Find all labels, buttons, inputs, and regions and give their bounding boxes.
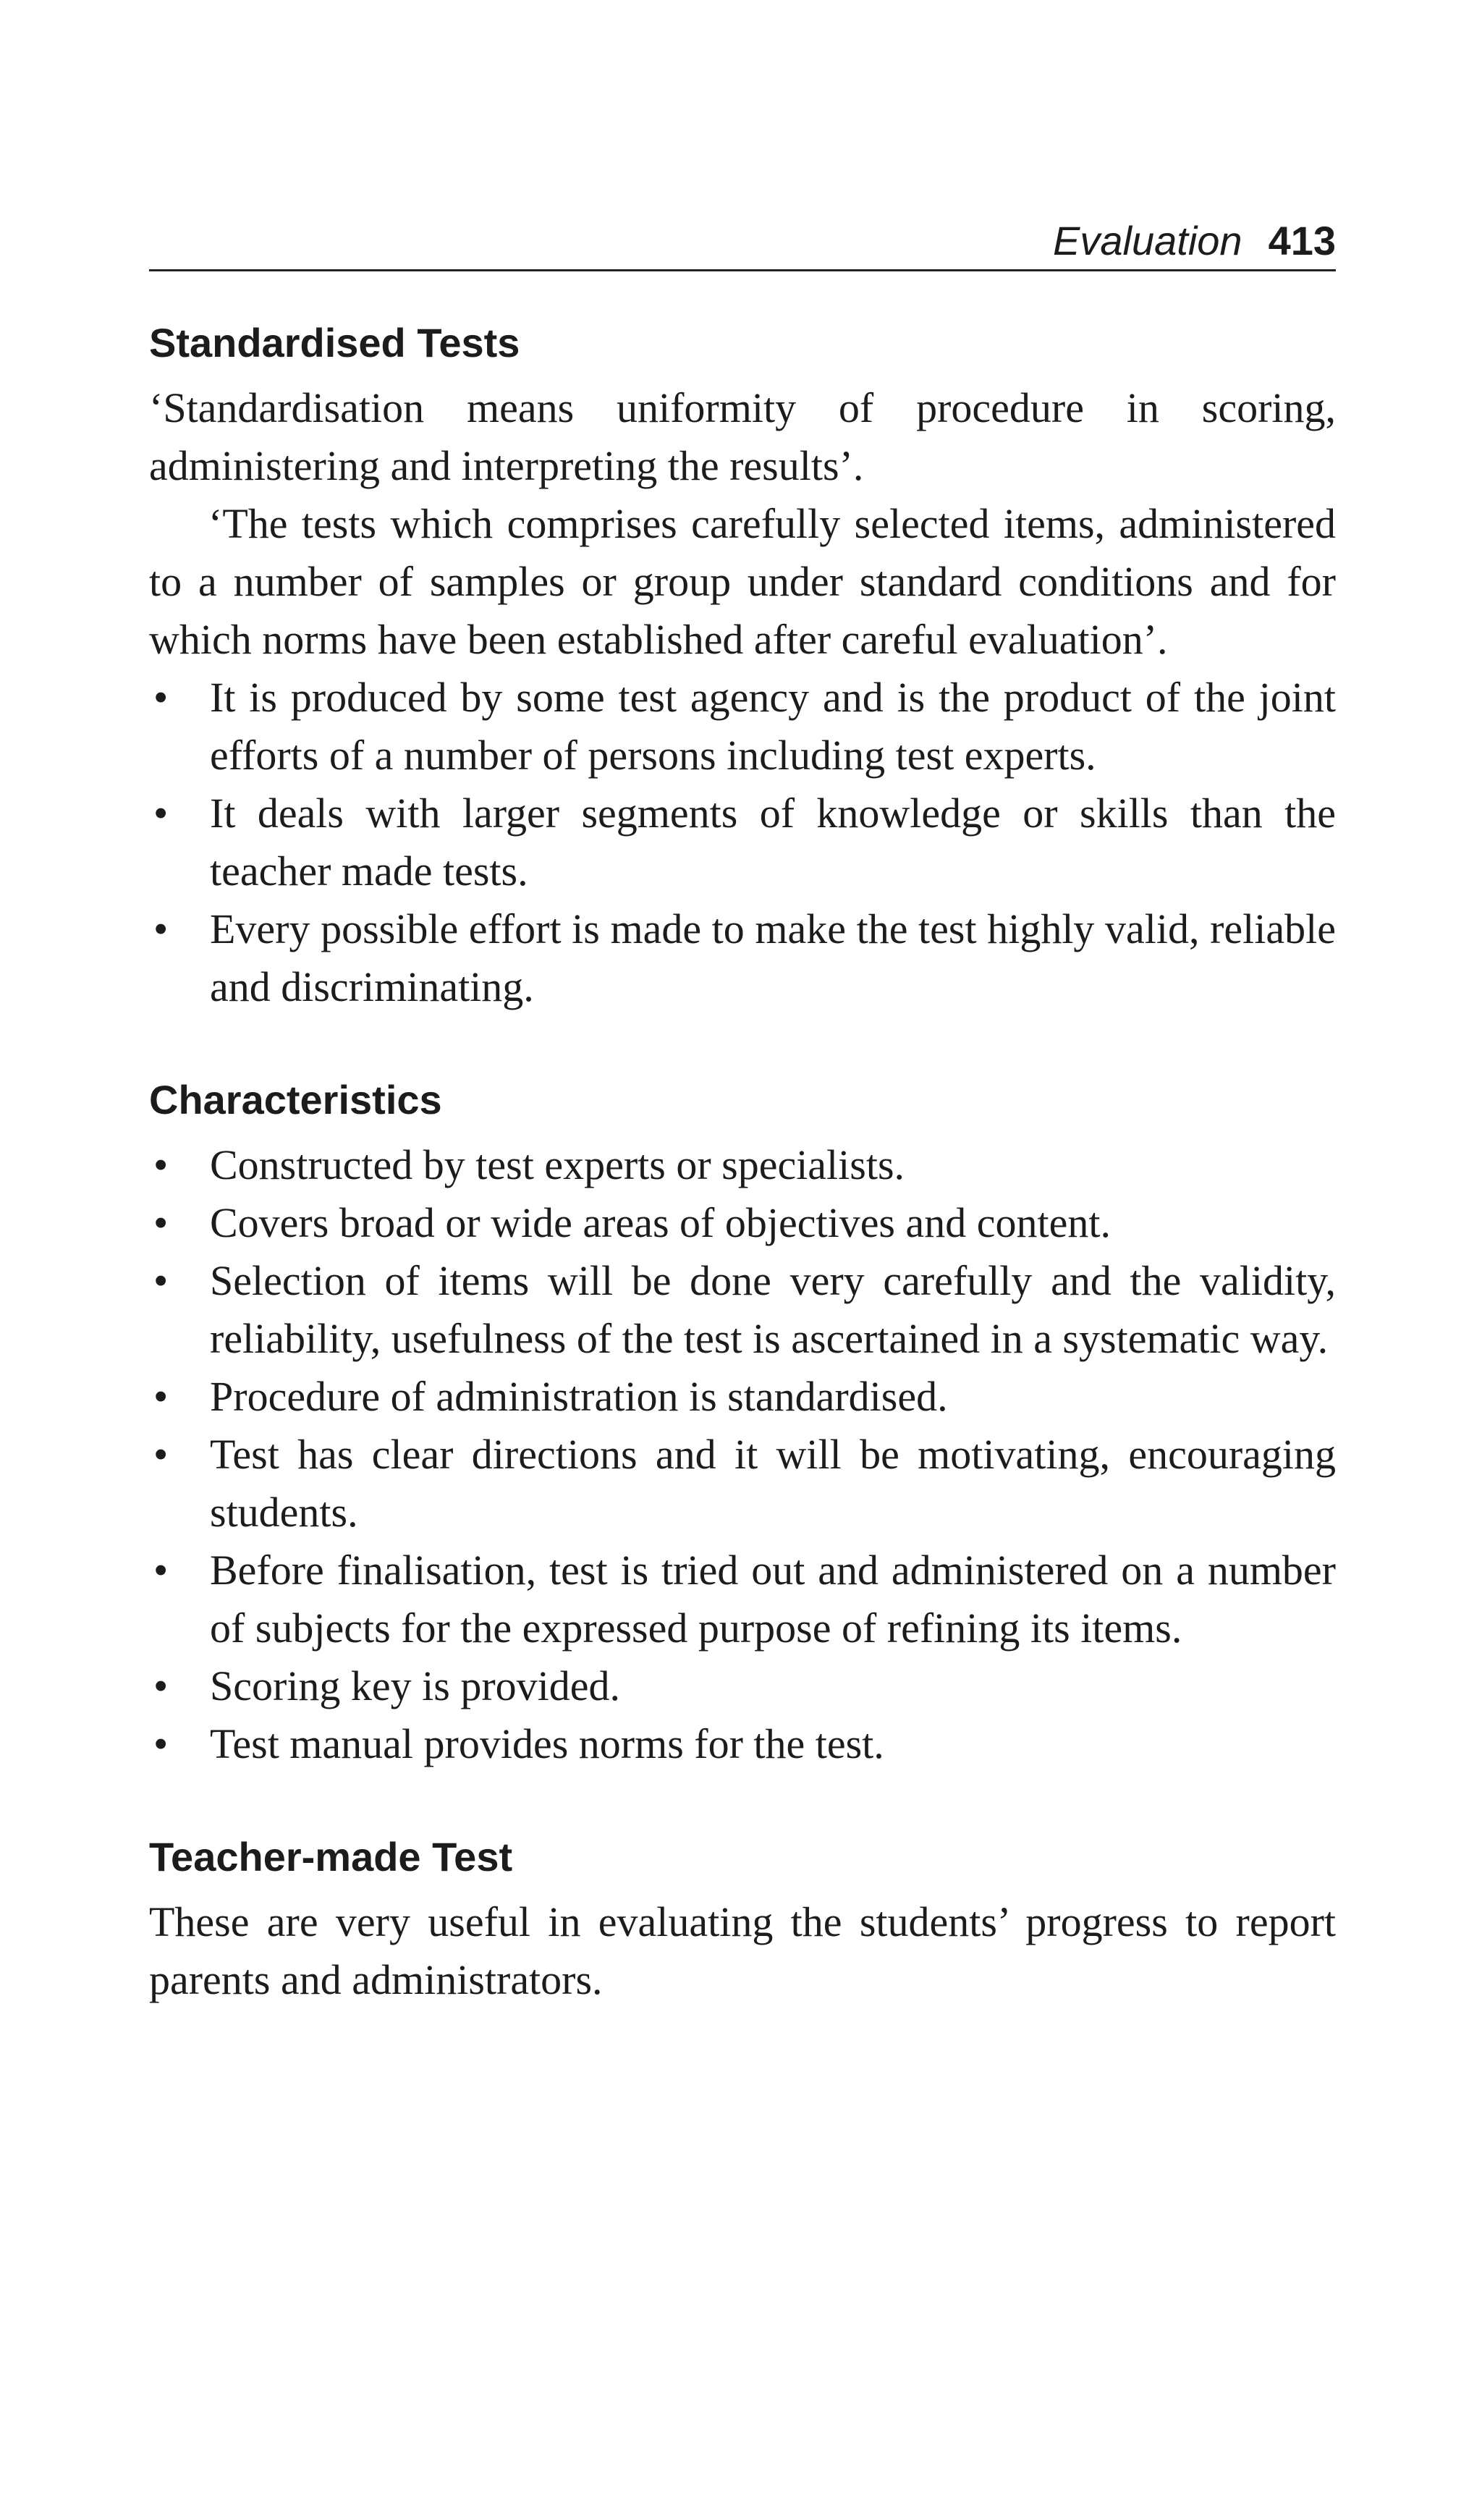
bullet-list-standardised xyxy=(149,669,1336,1016)
section-heading-standardised-tests: Standardised Tests xyxy=(149,320,520,365)
section-heading-characteristics: Characteristics xyxy=(149,1077,442,1122)
list-item xyxy=(149,1252,1336,1368)
list-item xyxy=(149,1136,1336,1194)
list-item-text: It is produced by some test agency and is the product of the joint efforts of a number of persons including test experts. xyxy=(210,674,1336,779)
list-item xyxy=(149,1657,1336,1715)
bullet-icon: • xyxy=(153,905,169,952)
paragraph: These are very useful in evaluating the students’ progress to report parents and administrators. xyxy=(149,1898,1336,2003)
bullet-icon: • xyxy=(153,1662,169,1709)
list-item xyxy=(149,900,1336,1016)
section-spacer xyxy=(149,1773,1336,1828)
paragraph: ‘The tests which comprises carefully selected items, administered to a number of samples or group under standard conditions and for which norms have been established after careful evaluation’. xyxy=(149,500,1336,663)
running-title: Evaluation xyxy=(1053,218,1242,263)
list-item-text: It deals with larger segments of knowledge or skills than the teacher made tests. xyxy=(210,790,1336,895)
section-heading-teacher-made-test: Teacher-made Test xyxy=(149,1834,513,1880)
list-item-text: Covers broad or wide areas of objectives and content. xyxy=(210,1199,1111,1246)
list-item xyxy=(149,1426,1336,1542)
list-item-text: Test has clear directions and it will be motivating, encouraging students. xyxy=(210,1431,1336,1536)
bullet-icon: • xyxy=(153,1199,169,1246)
list-item xyxy=(149,1194,1336,1252)
list-item-text: Before finalisation, test is tried out and administered on a number of subjects for the expressed purpose of refining its items. xyxy=(210,1547,1336,1652)
list-item-text: Procedure of administration is standardised. xyxy=(210,1373,948,1420)
bullet-icon: • xyxy=(153,1257,169,1304)
list-item-text: Scoring key is provided. xyxy=(210,1662,621,1709)
list-item-text: Constructed by test experts or specialists. xyxy=(210,1141,905,1188)
bullet-icon: • xyxy=(153,790,169,837)
list-item xyxy=(149,1715,1336,1773)
page-body xyxy=(149,314,1336,2009)
bullet-icon: • xyxy=(153,1141,169,1188)
bullet-list-characteristics xyxy=(149,1136,1336,1773)
paragraph: ‘Standardisation means uniformity of procedure in scoring, administering and interpreting the results’. xyxy=(149,384,1336,489)
header-rule xyxy=(149,269,1336,271)
list-item xyxy=(149,669,1336,785)
list-item-text: Selection of items will be done very carefully and the validity, reliability, usefulness of the test is ascertained in a systematic way. xyxy=(210,1257,1336,1362)
bullet-icon: • xyxy=(153,1720,169,1767)
bullet-icon: • xyxy=(153,1547,169,1594)
list-item xyxy=(149,785,1336,900)
list-item xyxy=(149,1542,1336,1657)
list-item xyxy=(149,1368,1336,1426)
section-spacer xyxy=(149,1016,1336,1071)
page-number: 413 xyxy=(1268,218,1336,263)
list-item-text: Test manual provides norms for the test. xyxy=(210,1720,884,1767)
running-header xyxy=(149,216,1336,266)
bullet-icon: • xyxy=(153,1431,169,1478)
bullet-icon: • xyxy=(153,674,169,721)
bullet-icon: • xyxy=(153,1373,169,1420)
list-item-text: Every possible effort is made to make the test highly valid, reliable and discriminating. xyxy=(210,905,1336,1010)
